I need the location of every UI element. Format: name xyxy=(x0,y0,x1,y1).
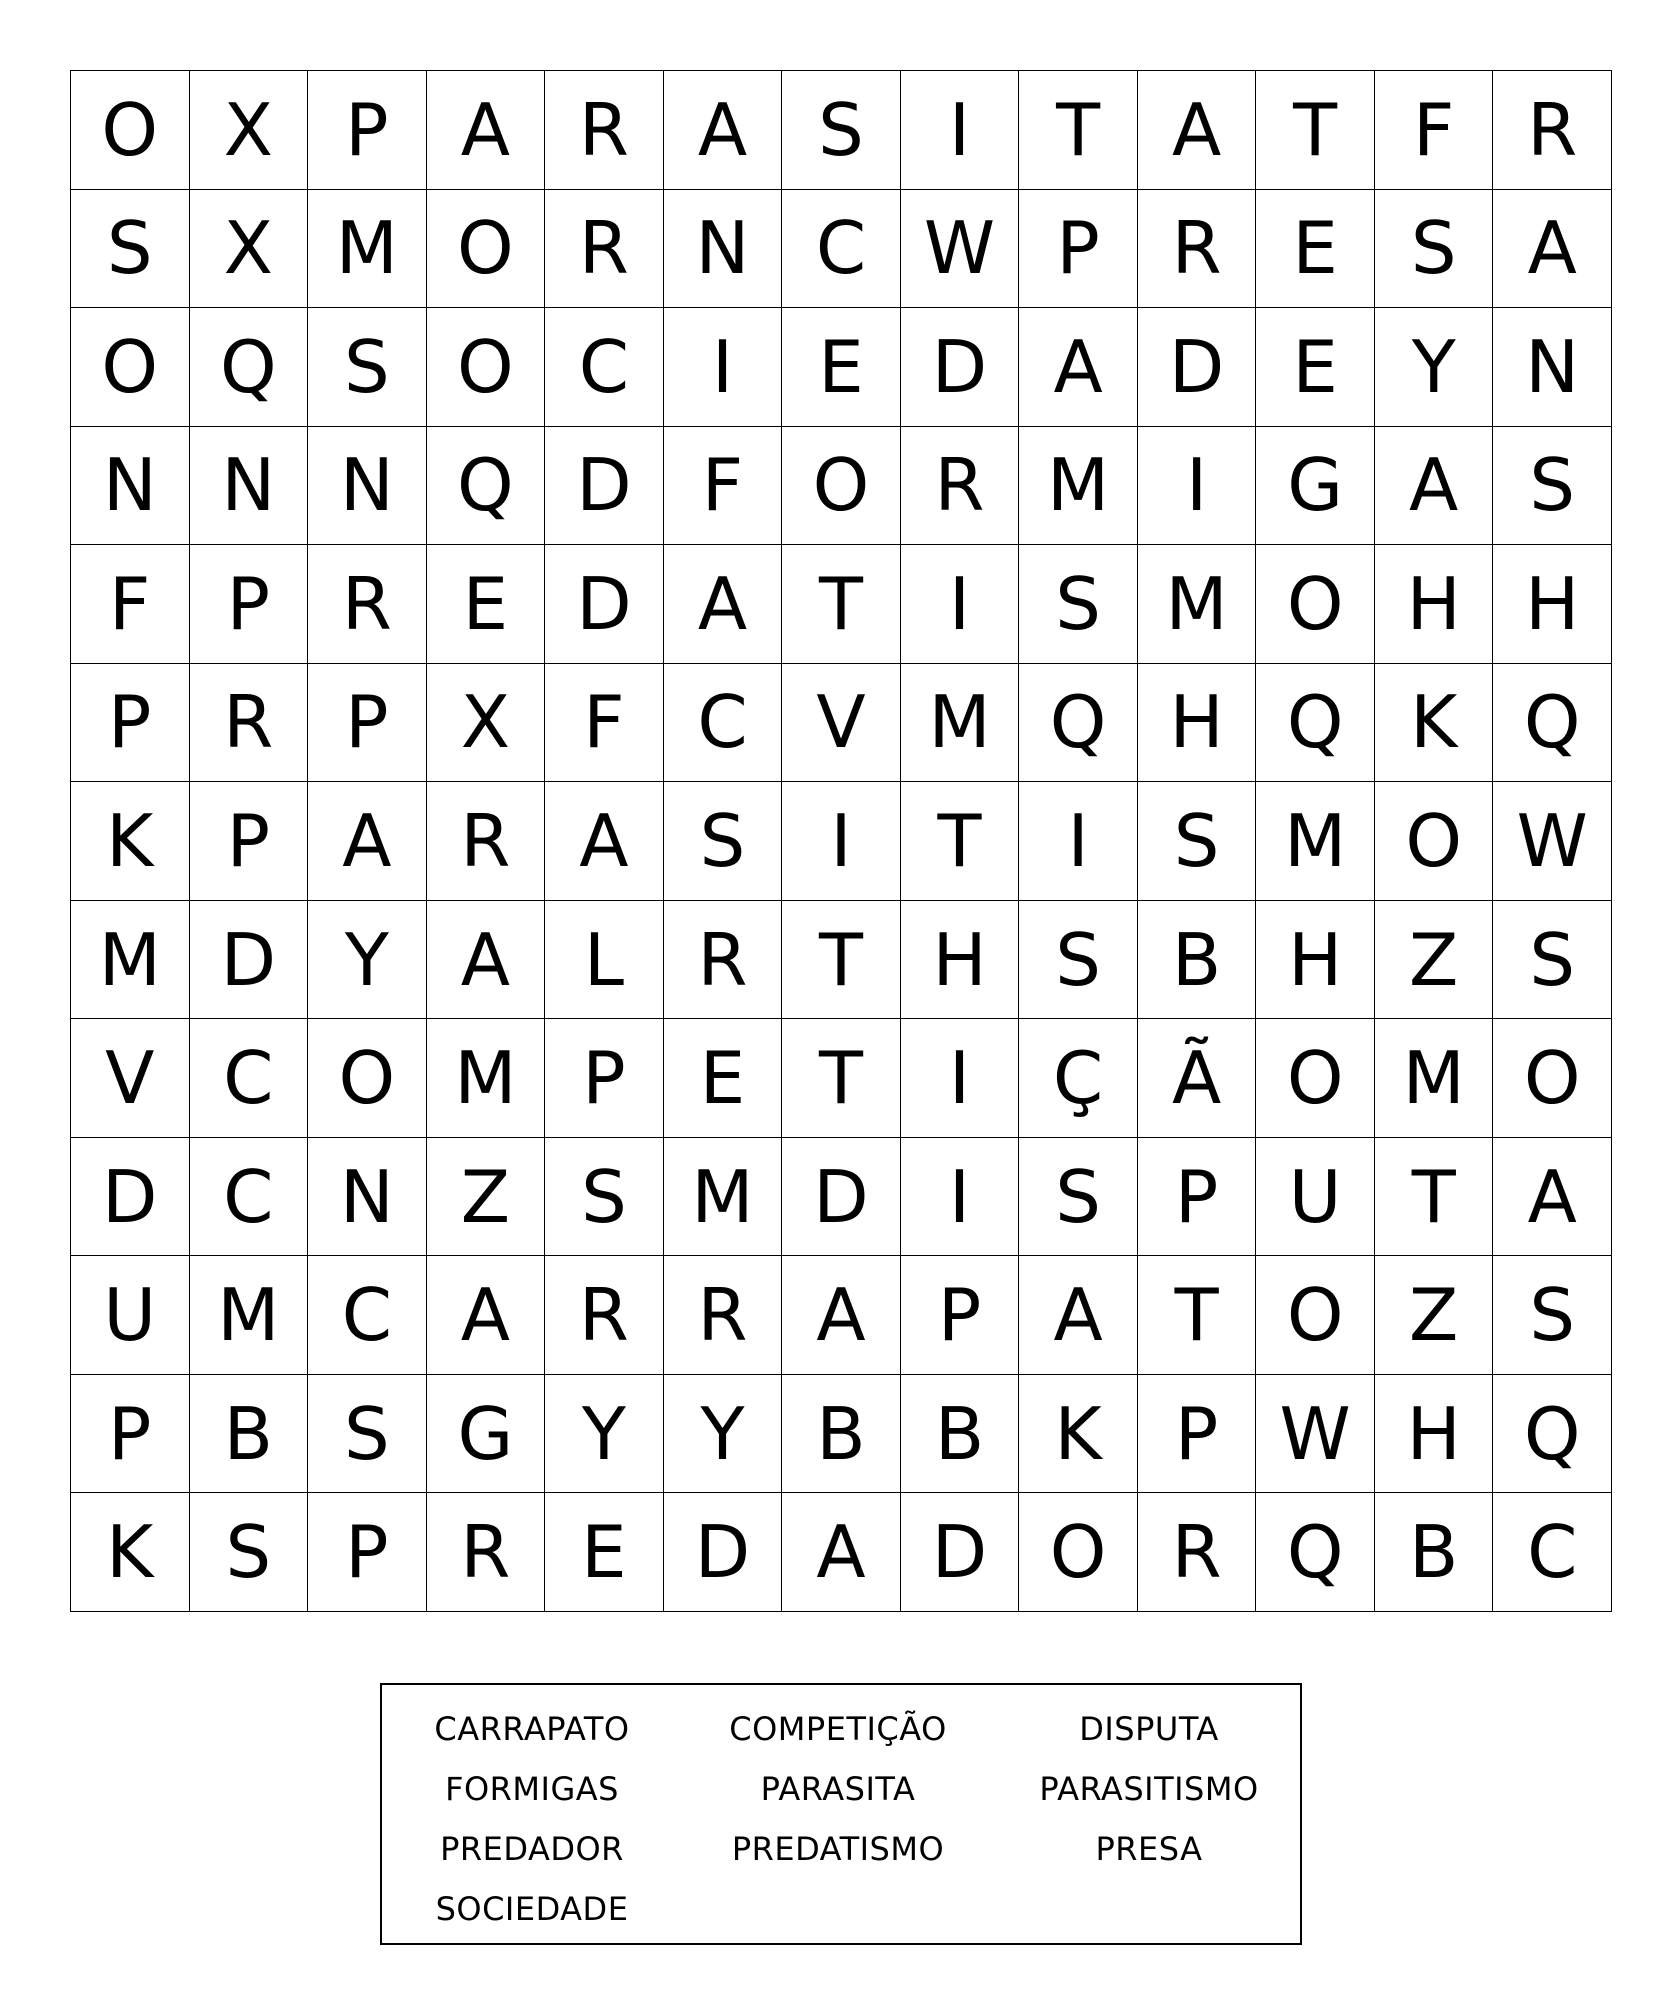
grid-cell[interactable]: Q xyxy=(427,427,546,546)
grid-cell[interactable]: S xyxy=(190,1493,309,1612)
grid-cell[interactable]: N xyxy=(664,190,783,309)
grid-cell[interactable]: K xyxy=(1019,1375,1138,1494)
grid-cell[interactable]: O xyxy=(782,427,901,546)
grid-cell[interactable]: N xyxy=(308,427,427,546)
grid-cell[interactable]: O xyxy=(1493,1019,1612,1138)
word-bank-item: FORMIGAS xyxy=(445,1770,619,1808)
grid-cell[interactable]: D xyxy=(71,1138,190,1257)
grid-cell[interactable]: I xyxy=(1019,782,1138,901)
grid-cell[interactable]: H xyxy=(1375,545,1494,664)
grid-cell[interactable]: M xyxy=(901,664,1020,783)
grid-cell[interactable]: Y xyxy=(308,901,427,1020)
grid-cell[interactable]: Z xyxy=(1375,901,1494,1020)
grid-cell[interactable]: O xyxy=(1256,545,1375,664)
grid-cell[interactable]: N xyxy=(71,427,190,546)
grid-cell[interactable]: O xyxy=(71,71,190,190)
grid-cell[interactable]: P xyxy=(308,71,427,190)
grid-cell[interactable]: D xyxy=(545,545,664,664)
grid-cell[interactable]: A xyxy=(664,545,783,664)
grid-cell[interactable]: X xyxy=(427,664,546,783)
grid-cell[interactable]: A xyxy=(427,901,546,1020)
word-bank-item: SOCIEDADE xyxy=(435,1890,629,1928)
grid-cell[interactable]: T xyxy=(782,545,901,664)
grid-cell[interactable]: E xyxy=(545,1493,664,1612)
grid-cell[interactable]: Y xyxy=(664,1375,783,1494)
grid-cell[interactable]: A xyxy=(1375,427,1494,546)
grid-cell[interactable]: D xyxy=(901,308,1020,427)
grid-cell[interactable]: S xyxy=(782,71,901,190)
grid-cell[interactable]: W xyxy=(1493,782,1612,901)
grid-cell[interactable]: A xyxy=(664,71,783,190)
grid-cell[interactable]: F xyxy=(545,664,664,783)
grid-cell[interactable]: A xyxy=(427,71,546,190)
grid-cell[interactable]: C xyxy=(308,1256,427,1375)
grid-cell[interactable]: X xyxy=(190,71,309,190)
grid-cell[interactable]: P xyxy=(545,1019,664,1138)
grid-cell[interactable]: S xyxy=(71,190,190,309)
grid-cell[interactable]: M xyxy=(190,1256,309,1375)
grid-cell[interactable]: U xyxy=(1256,1138,1375,1257)
word-bank-item: DISPUTA xyxy=(1079,1710,1219,1748)
grid-cell[interactable]: Q xyxy=(1493,1375,1612,1494)
grid-cell[interactable]: I xyxy=(901,71,1020,190)
grid-cell[interactable]: P xyxy=(308,1493,427,1612)
grid-cell[interactable]: T xyxy=(901,782,1020,901)
grid-cell[interactable]: O xyxy=(427,308,546,427)
grid-cell[interactable]: P xyxy=(1019,190,1138,309)
grid-cell[interactable]: B xyxy=(901,1375,1020,1494)
grid-cell[interactable]: C xyxy=(190,1138,309,1257)
grid-cell[interactable]: Q xyxy=(1019,664,1138,783)
grid-cell[interactable]: O xyxy=(1375,782,1494,901)
grid-cell[interactable]: Z xyxy=(1375,1256,1494,1375)
grid-cell[interactable]: S xyxy=(545,1138,664,1257)
grid-cell[interactable]: D xyxy=(664,1493,783,1612)
grid-cell[interactable]: A xyxy=(1019,1256,1138,1375)
grid-cell[interactable]: W xyxy=(901,190,1020,309)
grid-cell[interactable]: V xyxy=(71,1019,190,1138)
grid-cell[interactable]: R xyxy=(545,190,664,309)
grid-cell[interactable]: P xyxy=(901,1256,1020,1375)
grid-cell[interactable]: R xyxy=(427,1493,546,1612)
grid-cell[interactable]: O xyxy=(308,1019,427,1138)
grid-cell[interactable]: T xyxy=(1019,71,1138,190)
grid-cell[interactable]: O xyxy=(427,190,546,309)
grid-cell[interactable]: H xyxy=(1375,1375,1494,1494)
grid-cell[interactable]: S xyxy=(1019,901,1138,1020)
grid-cell[interactable]: G xyxy=(1256,427,1375,546)
word-bank xyxy=(380,1683,1302,1945)
grid-cell[interactable]: A xyxy=(1493,190,1612,309)
grid-cell[interactable]: I xyxy=(782,782,901,901)
grid-cell[interactable]: R xyxy=(427,782,546,901)
grid-cell[interactable]: I xyxy=(664,308,783,427)
grid-cell[interactable]: H xyxy=(1256,901,1375,1020)
grid-cell[interactable]: P xyxy=(190,545,309,664)
grid-cell[interactable]: P xyxy=(1138,1138,1257,1257)
grid-cell[interactable]: H xyxy=(1138,664,1257,783)
grid-cell[interactable]: Y xyxy=(545,1375,664,1494)
grid-cell[interactable]: E xyxy=(427,545,546,664)
grid-cell[interactable]: D xyxy=(1138,308,1257,427)
grid-cell[interactable]: E xyxy=(1256,308,1375,427)
word-bank-item: COMPETIÇÃO xyxy=(729,1710,947,1748)
grid-cell[interactable]: S xyxy=(1138,782,1257,901)
grid-cell[interactable]: B xyxy=(1375,1493,1494,1612)
grid-cell[interactable]: O xyxy=(1019,1493,1138,1612)
grid-cell[interactable]: T xyxy=(1256,71,1375,190)
grid-cell[interactable]: R xyxy=(308,545,427,664)
grid-cell[interactable]: R xyxy=(901,427,1020,546)
grid-cell[interactable]: R xyxy=(545,1256,664,1375)
word-bank-item: PRESA xyxy=(1095,1830,1203,1868)
grid-cell[interactable]: Q xyxy=(1256,1493,1375,1612)
grid-cell[interactable]: Y xyxy=(1375,308,1494,427)
grid-cell[interactable]: A xyxy=(1138,71,1257,190)
grid-cell[interactable]: W xyxy=(1256,1375,1375,1494)
word-bank-item: PREDATISMO xyxy=(731,1830,945,1868)
grid-cell[interactable]: R xyxy=(1493,71,1612,190)
grid-cell[interactable]: S xyxy=(308,1375,427,1494)
grid-cell[interactable]: Q xyxy=(1493,664,1612,783)
grid-cell[interactable]: N xyxy=(308,1138,427,1257)
grid-cell[interactable]: D xyxy=(190,901,309,1020)
grid-cell[interactable]: T xyxy=(1375,1138,1494,1257)
grid-cell[interactable]: A xyxy=(1493,1138,1612,1257)
grid-cell[interactable]: C xyxy=(1493,1493,1612,1612)
grid-cell[interactable]: I xyxy=(901,1138,1020,1257)
grid-cell[interactable]: S xyxy=(1019,545,1138,664)
grid-cell[interactable]: Ã xyxy=(1138,1019,1257,1138)
word-bank-item: PARASITA xyxy=(760,1770,916,1808)
grid-cell[interactable]: D xyxy=(545,427,664,546)
word-bank-item: PARASITISMO xyxy=(1039,1770,1259,1808)
grid-cell[interactable]: B xyxy=(1138,901,1257,1020)
grid-cell[interactable]: M xyxy=(1138,545,1257,664)
grid-cell[interactable]: S xyxy=(308,308,427,427)
grid-cell[interactable]: F xyxy=(664,427,783,546)
grid-cell[interactable]: M xyxy=(71,901,190,1020)
grid-cell[interactable]: Z xyxy=(427,1138,546,1257)
grid-cell[interactable]: S xyxy=(1019,1138,1138,1257)
grid-cell[interactable]: X xyxy=(190,190,309,309)
grid-cell[interactable]: M xyxy=(1019,427,1138,546)
grid-cell[interactable]: E xyxy=(782,308,901,427)
grid-cell[interactable]: I xyxy=(901,1019,1020,1138)
grid-cell[interactable]: M xyxy=(1375,1019,1494,1138)
grid-cell[interactable]: L xyxy=(545,901,664,1020)
grid-cell[interactable]: F xyxy=(71,545,190,664)
grid-cell[interactable]: N xyxy=(190,427,309,546)
grid-cell[interactable]: T xyxy=(782,1019,901,1138)
word-bank-item: CARRAPATO xyxy=(434,1710,630,1748)
grid-cell[interactable]: H xyxy=(901,901,1020,1020)
grid-cell[interactable]: Q xyxy=(1256,664,1375,783)
grid-cell[interactable]: I xyxy=(901,545,1020,664)
grid-cell[interactable]: M xyxy=(664,1138,783,1257)
grid-cell[interactable]: D xyxy=(782,1138,901,1257)
grid-cell[interactable]: E xyxy=(1256,190,1375,309)
grid-cell[interactable]: R xyxy=(1138,1493,1257,1612)
grid-cell[interactable]: O xyxy=(71,308,190,427)
grid-cell[interactable]: P xyxy=(308,664,427,783)
grid-cell[interactable]: A xyxy=(782,1256,901,1375)
grid-cell[interactable]: A xyxy=(1019,308,1138,427)
grid-cell[interactable]: E xyxy=(664,1019,783,1138)
grid-cell[interactable]: P xyxy=(190,782,309,901)
grid-cell[interactable]: V xyxy=(782,664,901,783)
grid-cell[interactable]: N xyxy=(1493,308,1612,427)
grid-cell[interactable]: O xyxy=(1256,1256,1375,1375)
grid-cell[interactable]: Q xyxy=(190,308,309,427)
grid-cell[interactable]: R xyxy=(664,1256,783,1375)
grid-cell[interactable]: M xyxy=(1256,782,1375,901)
grid-cell[interactable]: K xyxy=(1375,664,1494,783)
grid-cell[interactable]: A xyxy=(308,782,427,901)
grid-cell[interactable]: T xyxy=(782,901,901,1020)
grid-cell[interactable]: M xyxy=(308,190,427,309)
grid-cell[interactable]: C xyxy=(664,664,783,783)
grid-cell[interactable]: I xyxy=(1138,427,1257,546)
grid-cell[interactable]: R xyxy=(545,71,664,190)
grid-cell[interactable]: B xyxy=(782,1375,901,1494)
grid-cell[interactable]: K xyxy=(71,1493,190,1612)
grid-cell[interactable]: T xyxy=(1138,1256,1257,1375)
word-bank-item: PREDADOR xyxy=(440,1830,624,1868)
grid-cell[interactable]: S xyxy=(664,782,783,901)
grid-cell[interactable]: F xyxy=(1375,71,1494,190)
grid-cell[interactable]: B xyxy=(190,1375,309,1494)
grid-cell[interactable]: H xyxy=(1493,545,1612,664)
grid-cell[interactable]: R xyxy=(190,664,309,783)
grid-cell[interactable]: R xyxy=(664,901,783,1020)
grid-cell[interactable]: S xyxy=(1375,190,1494,309)
grid-cell[interactable]: A xyxy=(782,1493,901,1612)
grid-cell[interactable]: U xyxy=(71,1256,190,1375)
grid-cell[interactable]: P xyxy=(1138,1375,1257,1494)
grid-cell[interactable]: C xyxy=(782,190,901,309)
grid-cell[interactable]: P xyxy=(71,664,190,783)
grid-cell[interactable]: P xyxy=(71,1375,190,1494)
grid-cell[interactable]: G xyxy=(427,1375,546,1494)
grid-cell[interactable]: C xyxy=(545,308,664,427)
grid-cell[interactable]: S xyxy=(1493,901,1612,1020)
grid-cell[interactable]: O xyxy=(1256,1019,1375,1138)
grid-cell[interactable]: S xyxy=(1493,1256,1612,1375)
grid-cell[interactable]: C xyxy=(190,1019,309,1138)
grid-cell[interactable]: D xyxy=(901,1493,1020,1612)
grid-cell[interactable]: M xyxy=(427,1019,546,1138)
word-search-grid xyxy=(70,70,1612,1612)
grid-cell[interactable]: A xyxy=(427,1256,546,1375)
grid-cell[interactable]: S xyxy=(1493,427,1612,546)
grid-cell[interactable]: Ç xyxy=(1019,1019,1138,1138)
grid-cell[interactable]: A xyxy=(545,782,664,901)
grid-cell[interactable]: R xyxy=(1138,190,1257,309)
grid-cell[interactable]: K xyxy=(71,782,190,901)
